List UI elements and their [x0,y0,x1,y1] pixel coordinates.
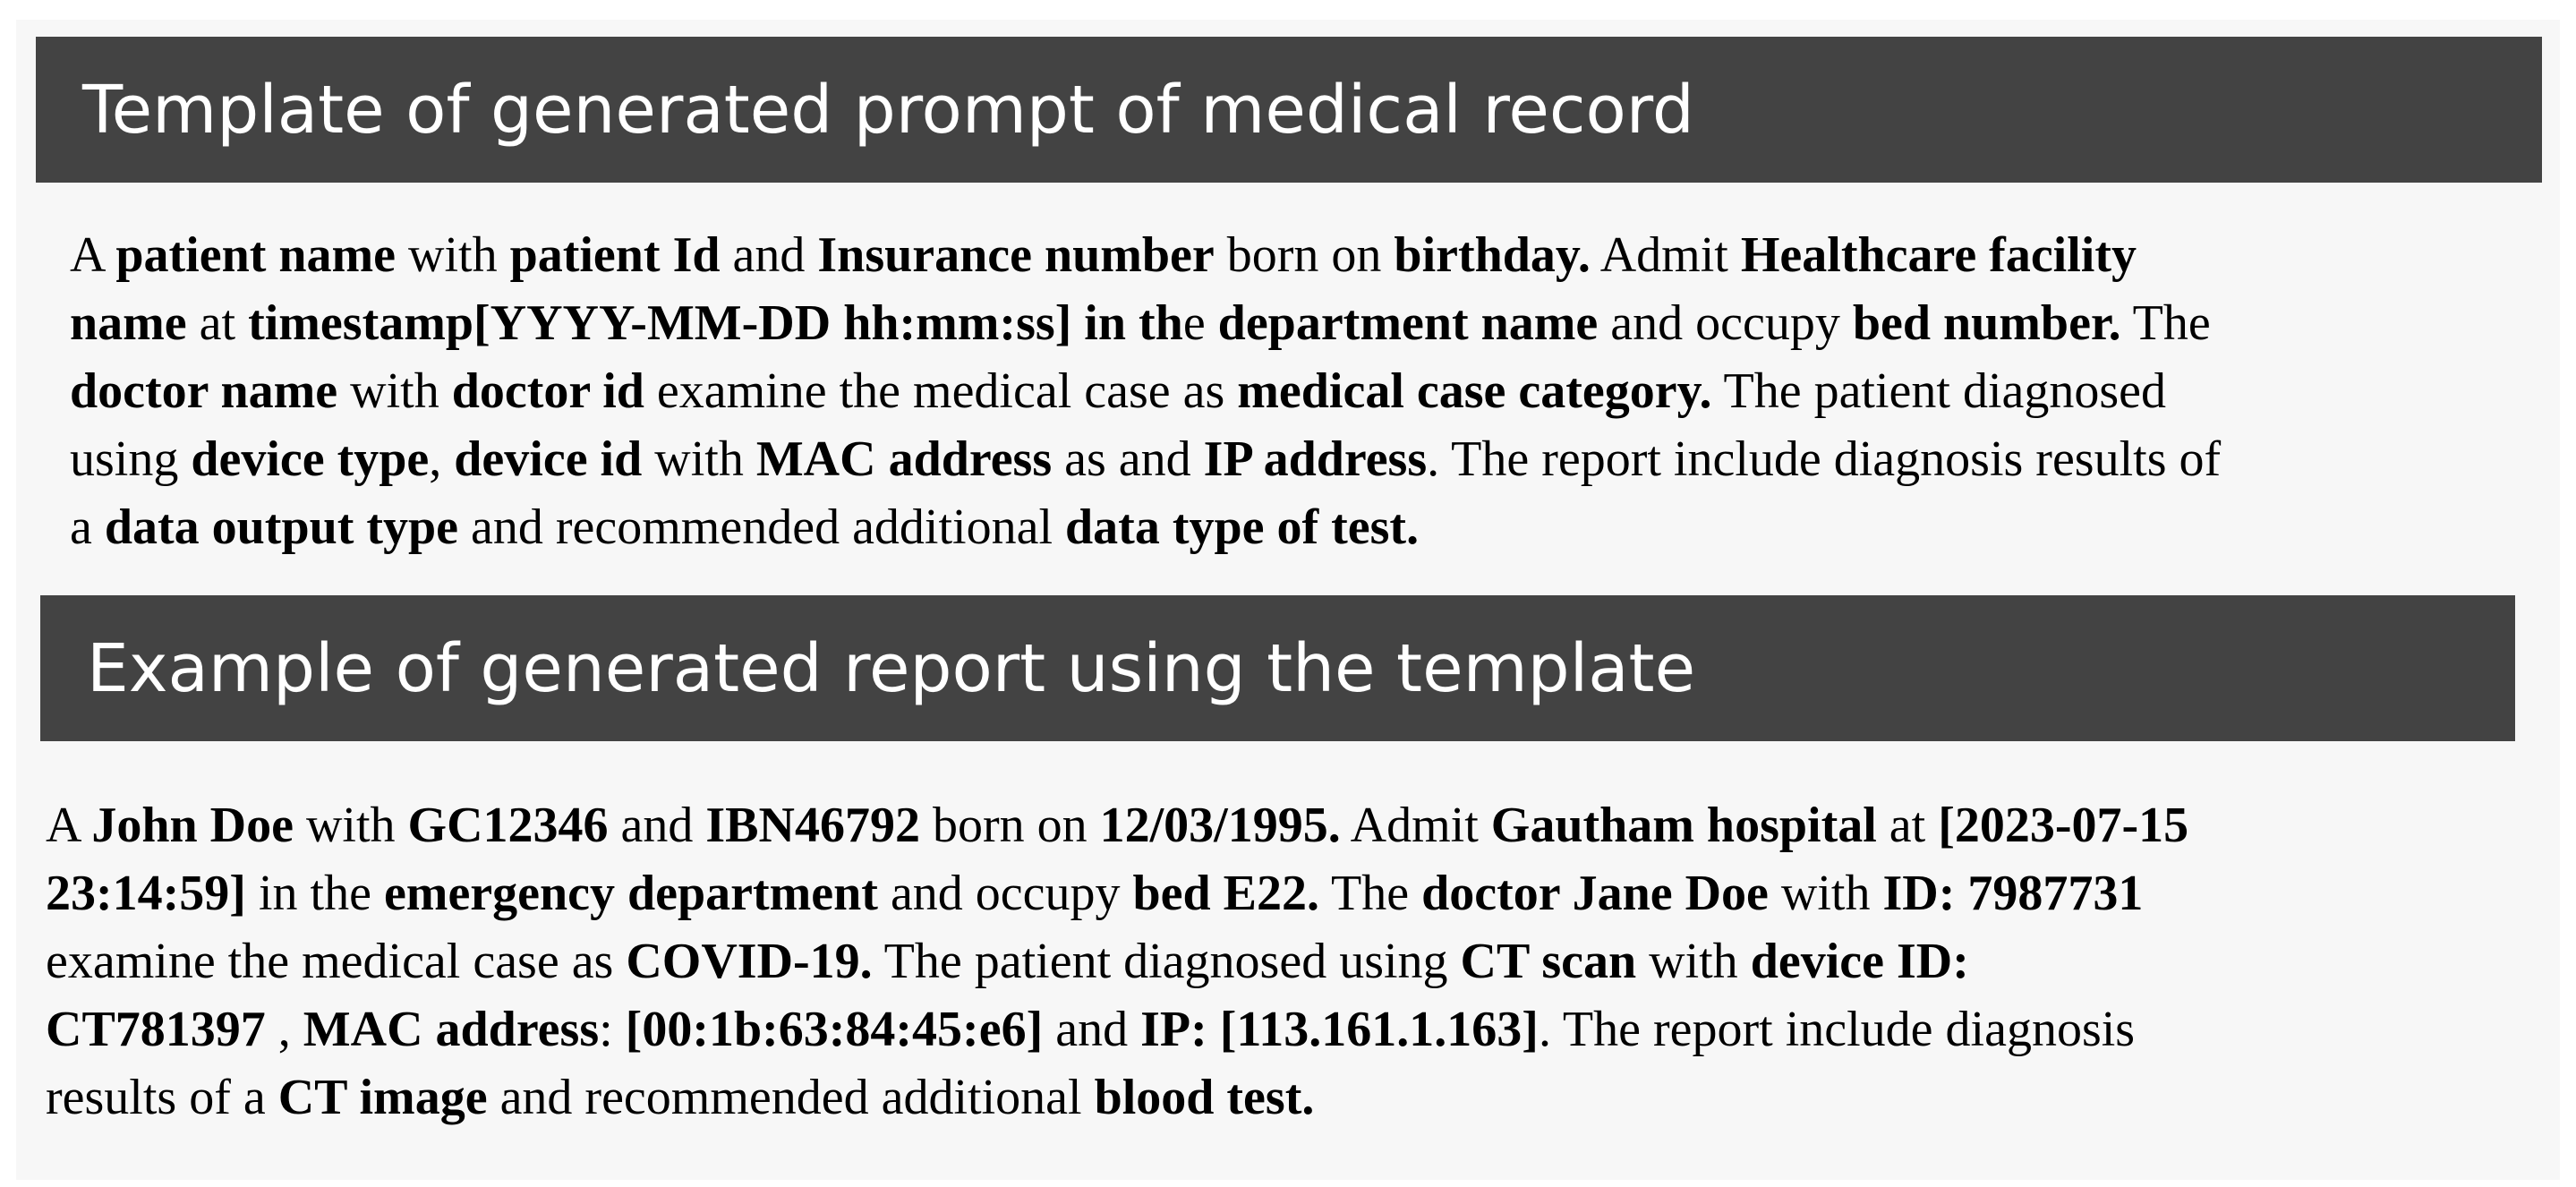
text-run: and occupy [877,866,1133,921]
bold-text-run: GC12346 [407,798,609,853]
bold-text-run: timestamp[YYYY-MM-DD hh:mm:ss] in th [248,295,1183,351]
text-run: born on [1214,227,1395,283]
text-run: : [599,1002,626,1057]
document-canvas [16,20,2560,1180]
text-run: e [1182,295,1218,351]
bold-text-run: IP: [113.161.1.163] [1140,1002,1539,1057]
paragraph-line [46,995,2188,1063]
bold-text-run: name [70,295,187,351]
bold-text-run: data type of test. [1065,500,1420,555]
template-section-title: Template of generated prompt of medical record [82,71,1694,149]
text-run: and [720,227,818,283]
bold-text-run: ID: 7987731 [1882,866,2144,921]
example-section-header [40,595,2515,741]
text-run: using [70,431,192,487]
text-run: as and [1052,431,1204,487]
bold-text-run: [00:1b:63:84:45:e6] [625,1002,1044,1057]
text-run: . The report include diagnosis results of [1427,431,2222,487]
example-section-title: Example of generated report using the template [87,629,1696,707]
text-run: A [46,798,92,853]
bold-text-run: device type [191,431,430,487]
bold-text-run: blood test. [1094,1070,1315,1125]
text-run: with [1636,934,1751,989]
bold-text-run: doctor id [451,363,644,419]
paragraph-line [70,221,2221,289]
bold-text-run: patient Id [509,227,721,283]
bold-text-run: medical case category. [1237,363,1712,419]
text-run: examine the medical case as [46,934,627,989]
text-run: , [265,1002,303,1057]
bold-text-run: IP address [1203,431,1428,487]
paragraph-line [46,1063,2188,1131]
bold-text-run: department name [1217,295,1599,351]
text-run: . The report include diagnosis [1538,1002,2136,1057]
text-run: The patient diagnosed [1711,363,2167,419]
text-run: A [70,227,116,283]
bold-text-run: emergency department [383,866,878,921]
bold-text-run: device ID: [1750,934,1969,989]
bold-text-run: device id [454,431,643,487]
bold-text-run: IBN46792 [705,798,920,853]
template-section-header [36,37,2542,183]
bold-text-run: MAC address [303,1002,600,1057]
text-run: at [186,295,249,351]
paragraph-line [70,493,2221,561]
bold-text-run: 12/03/1995. [1099,798,1341,853]
text-run: with [396,227,510,283]
bold-text-run: birthday. [1394,227,1591,283]
text-run: and recommended additional [487,1070,1095,1125]
text-run: with [642,431,756,487]
text-run: with [337,363,452,419]
text-run: with [1768,866,1883,921]
bold-text-run: data output type [104,500,459,555]
paragraph-line [70,425,2221,493]
template-paragraph [70,221,2221,561]
bold-text-run: patient name [115,227,397,283]
paragraph-line [46,791,2188,859]
text-run: a [70,500,105,555]
bold-text-run: John Doe [91,798,294,853]
text-run: Admit [1340,798,1491,853]
bold-text-run: doctor name [70,363,338,419]
paragraph-line [46,859,2188,927]
paragraph-line [46,927,2188,995]
text-run: examine the medical case as [644,363,1238,419]
bold-text-run: [2023-07-15 [1938,798,2189,853]
text-run: The patient diagnosed using [872,934,1461,989]
example-paragraph [46,791,2188,1131]
text-run: and [608,798,706,853]
text-run: and recommended additional [458,500,1066,555]
bold-text-run: CT scan [1460,934,1637,989]
bold-text-run: bed E22. [1132,866,1320,921]
text-run: The [2120,295,2211,351]
text-run: at [1876,798,1939,853]
paragraph-line [70,289,2221,357]
bold-text-run: Insurance number [817,227,1215,283]
bold-text-run: Healthcare facility [1740,227,2137,283]
text-run: , [429,431,455,487]
bold-text-run: MAC address [755,431,1053,487]
text-run: in the [245,866,384,921]
text-run: Admit [1590,227,1741,283]
text-run: and [1043,1002,1141,1057]
text-run: and occupy [1598,295,1853,351]
bold-text-run: CT781397 [46,1002,266,1057]
text-run: The [1319,866,1422,921]
text-run: with [293,798,408,853]
paragraph-line [70,357,2221,425]
bold-text-run: Gautham hospital [1490,798,1877,853]
bold-text-run: CT image [277,1070,488,1125]
bold-text-run: COVID-19. [626,934,873,989]
text-run: born on [919,798,1100,853]
bold-text-run: bed number. [1852,295,2121,351]
text-run: results of a [46,1070,278,1125]
bold-text-run: 23:14:59] [46,866,246,921]
bold-text-run: doctor Jane Doe [1421,866,1769,921]
